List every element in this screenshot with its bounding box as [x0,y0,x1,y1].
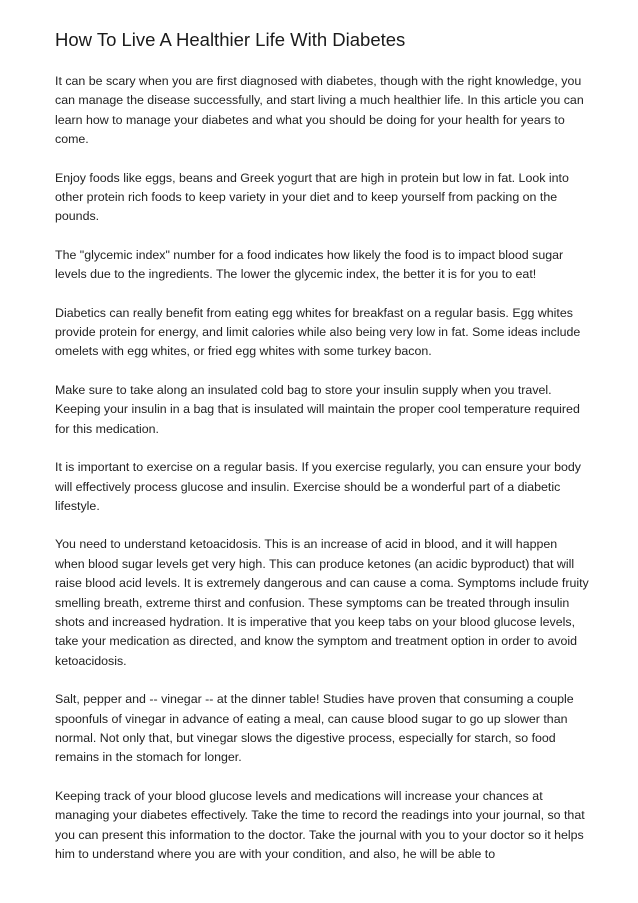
paragraph-intro: It can be scary when you are first diagnosed with diabetes, though with the right knowledge, you can manage the disease successfully, and start living a much healthier life. In this article you can learn how to manage your diabetes and what you should be doing for your health for years to come. [55,74,584,147]
paragraph-egg-whites: Diabetics can really benefit from eating egg whites for breakfast on a regular basis. Egg whites provide protein for energy, and limit calories while also being very low in fat. Some ideas include omelets with egg whites, or fried egg whites with some turkey bacon. [55,305,581,359]
document-page [55,28,590,883]
paragraph-tracking: Keeping track of your blood glucose levels and medications will increase your chances at managing your diabetes effectively. Take the time to record the readings into your journal, so that you can present this information to the doctor. Take the journal with you to your doctor so it helps him to understand where you are with your condition, and also, he will be able to [55,788,585,861]
document-title: How To Live A Healthier Life With Diabetes [55,29,406,50]
paragraph-protein-foods: Enjoy foods like eggs, beans and Greek yogurt that are high in protein but low in fat. Look into other protein rich foods to keep variety in your diet and to keep yourself from packing on the pounds. [55,170,569,224]
paragraph-exercise: It is important to exercise on a regular basis. If you exercise regularly, you can ensure your body will effectively process glucose and insulin. Exercise should be a wonderful part of a diabetic lifestyle. [55,460,581,513]
paragraph-vinegar: Salt, pepper and -- vinegar -- at the dinner table! Studies have proven that consuming a couple spoonfuls of vinegar in advance of eating a meal, can cause blood sugar to go up slower than normal. Not only that, but vinegar slows the digestive process, especially for starch, so food remains in the stomach for longer. [55,692,574,765]
paragraph-insulin-travel: Make sure to take along an insulated cold bag to store your insulin supply when you travel. Keeping your insulin in a bag that is insulated will maintain the proper cool temperature required for this medication. [55,382,580,436]
paragraph-ketoacidosis: You need to understand ketoacidosis. This is an increase of acid in blood, and it will happen when blood sugar levels get very high. This can produce ketones (an acidic byproduct) that will raise blood acid levels. It is extremely dangerous and can cause a coma. Symptoms include fruity smelling breath, extreme thirst and confusion. These symptoms can be treated through insulin shots and increased hydration. It is imperative that you keep tabs on your blood glucose levels, take your medication as directed, and know the symptom and treatment option in order to avoid ketoacidosis. [55,537,589,668]
paragraph-glycemic-index: The "glycemic index" number for a food indicates how likely the food is to impact blood sugar levels due to the ingredients. The lower the glycemic index, the better it is for you to eat! [55,247,564,282]
